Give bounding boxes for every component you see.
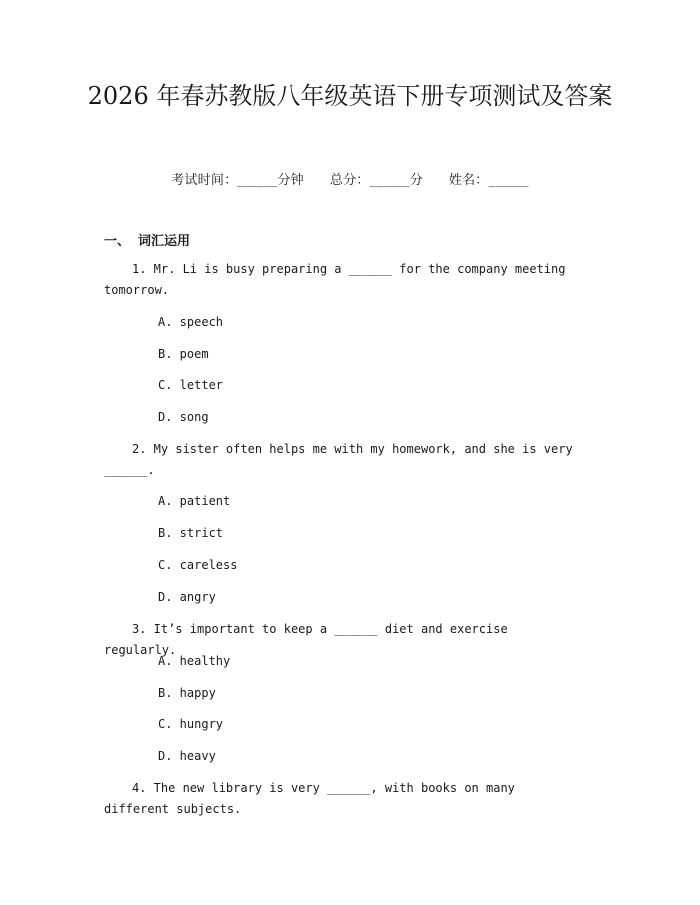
question-3-option-a: A. healthy — [158, 654, 231, 668]
question-2: 2. My sister often helps me with my homework, and she is very ______. — [104, 442, 573, 477]
question-1-option-d: D. song — [158, 410, 209, 424]
question-3-option-c: C. hungry — [158, 717, 224, 731]
section-heading — [104, 230, 190, 249]
exam-info — [0, 169, 700, 188]
question-2-option-a: A. patient — [158, 494, 231, 508]
question-1-option-c: C. letter — [158, 378, 224, 392]
question-4: 4. The new library is very ______, with books on many different subjects. — [104, 781, 515, 816]
question-3-option-b: B. happy — [158, 686, 216, 700]
question-1-option-a: A. speech — [158, 315, 224, 329]
question-2-option-c: C. careless — [158, 558, 238, 572]
section-number: 一、 — [104, 234, 131, 249]
question-2-option-d: D. angry — [158, 590, 216, 604]
exam-score: 总分：______分 — [329, 173, 423, 188]
exam-time: 考试时间：______分钟 — [171, 173, 304, 188]
question-2-option-b: B. strict — [158, 526, 224, 540]
page-title: 2026 年春苏教版八年级英语下册专项测试及答案 — [87, 82, 613, 110]
section-title: 词汇运用 — [138, 234, 191, 249]
question-1: 1. Mr. Li is busy preparing a ______ for the company meeting tomorrow. — [104, 262, 566, 297]
question-3: 3. It’s important to keep a ______ diet and exercise regularly. — [104, 622, 508, 657]
question-1-option-b: B. poem — [158, 347, 209, 361]
question-3-option-d: D. heavy — [158, 749, 216, 763]
exam-name: 姓名：______ — [448, 173, 529, 188]
